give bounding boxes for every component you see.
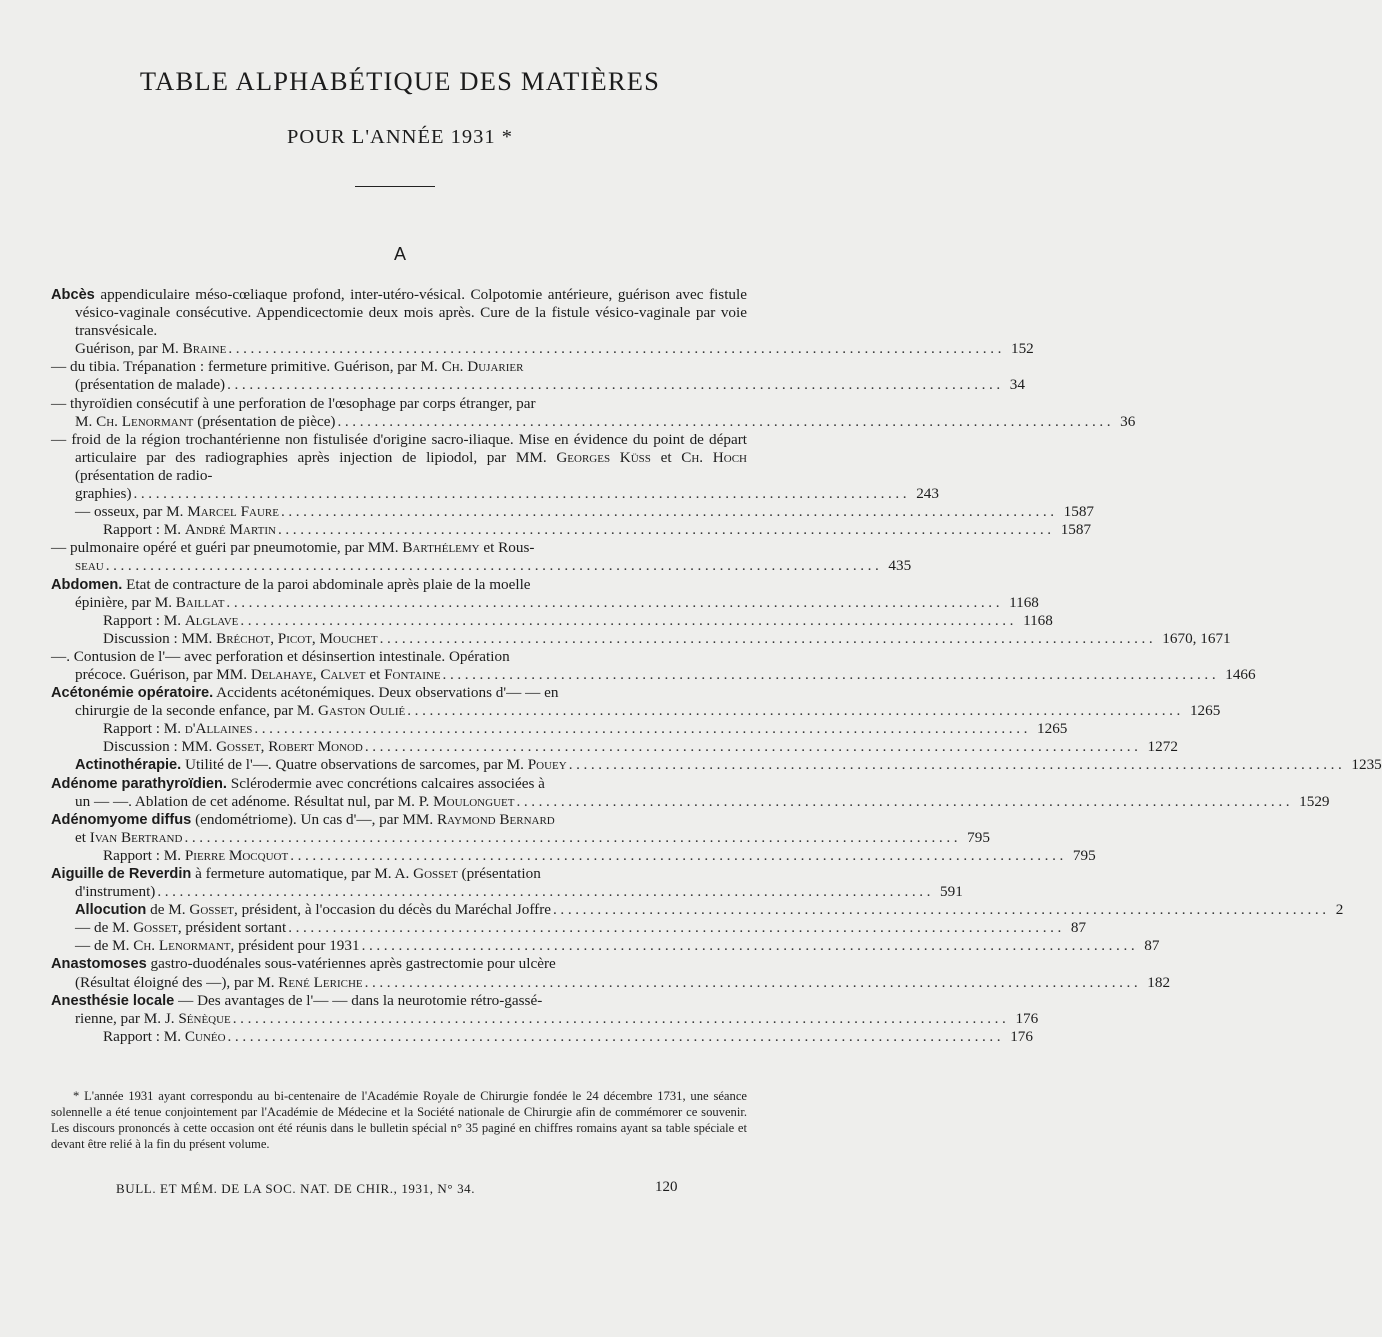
dot-leader: ......................................................................................................... (227, 376, 1004, 394)
dot-leader: ......................................................................................................... (364, 973, 1142, 991)
entry-headword: Abcès (51, 287, 95, 303)
page-reference: 795 (1072, 846, 1096, 864)
entry-last-line (75, 376, 1025, 394)
page-reference: 1587 (1060, 521, 1092, 539)
page-subtitle: POUR L'ANNÉE 1931 * (287, 126, 513, 148)
entry-headword: Adénomyome diffus (51, 811, 192, 828)
entry-author: Delahaye, Calvet (250, 665, 366, 683)
section-letter: A (393, 244, 406, 264)
page-reference: 795 (967, 828, 990, 846)
entry-last-line (75, 937, 1160, 955)
entry-last-line (75, 792, 1330, 811)
entry-text: épinière, par M. (75, 593, 176, 611)
page-reference: 1466 (1225, 665, 1256, 683)
dot-leader: ......................................................................................................... (568, 756, 1346, 774)
title-divider (355, 186, 435, 187)
entry-text: M. (75, 412, 97, 430)
entry-text: rienne, par M. J. (75, 1009, 179, 1027)
entry-text: — du tibia. Trépanation : fermeture primitive. Guérison, par M. (51, 358, 442, 376)
index-entry (51, 286, 1034, 358)
entry-text: (Résultat éloigné des —), par M. (75, 973, 279, 991)
entry-text: Rapport : M. (103, 720, 185, 738)
index-entry (51, 503, 1095, 521)
entry-author: Georges Küss (556, 448, 651, 466)
entry-last-line (75, 340, 1034, 358)
running-footer: BULL. ET MÉM. DE LA SOC. NAT. DE CHIR., 1931, N° 34. (116, 1181, 476, 1196)
page-number: 120 (655, 1179, 678, 1195)
page-reference: 1265 (1189, 702, 1221, 720)
index-entry (51, 430, 939, 503)
index-entry (51, 901, 1344, 919)
page-reference: 182 (1147, 973, 1171, 991)
entry-author: Gosset, Robert Monod (216, 738, 363, 756)
index-entry (51, 991, 1039, 1028)
entry-headword: Abdomen. (51, 576, 123, 593)
dot-leader: ......................................................................................................... (232, 1009, 1010, 1027)
entry-text: — thyroïdien consécutif à une perforation de l'œsophage par corps étranger, par (51, 394, 536, 412)
index-entry (51, 937, 1160, 955)
entry-headword: Anesthésie locale (51, 992, 175, 1009)
entry-last-line (75, 665, 1256, 684)
index-entries (51, 286, 1382, 1046)
entry-last-line (103, 521, 1092, 539)
entry-text: Guérison, par M. (75, 340, 183, 358)
index-entry (51, 521, 1092, 539)
entry-author: seau (75, 557, 104, 575)
entry-last-line (103, 611, 1053, 630)
entry-last-line (75, 593, 1039, 612)
entry-text: et (75, 828, 90, 846)
entry-author: Marcel Faure (187, 503, 279, 521)
entry-last-line (103, 1027, 1033, 1046)
entry-last-line (75, 412, 1136, 431)
entry-author: Pierre Mocquot (184, 846, 289, 864)
entry-last-line (75, 901, 1344, 919)
entry-last-line (75, 557, 912, 575)
entry-last-line (75, 883, 963, 901)
page-reference: 87 (1070, 919, 1087, 937)
page-reference: 34 (1009, 376, 1025, 394)
entry-text: — osseux, par M. (75, 503, 188, 521)
page-reference: 1529 (1299, 792, 1330, 810)
index-entry (51, 810, 990, 847)
index-entry (51, 846, 1096, 865)
entry-last-line (75, 702, 1221, 720)
dot-leader: ......................................................................................................... (226, 593, 1004, 611)
index-entry (51, 539, 912, 575)
page-reference: 1168 (1009, 593, 1039, 611)
entry-author: Gosset (133, 919, 178, 937)
entry-text: Rapport : M. (103, 521, 185, 539)
index-entry (51, 647, 1256, 684)
entry-author: d'Allaines (184, 720, 253, 738)
dot-leader: ......................................................................................................... (227, 1027, 1005, 1045)
page-reference: 435 (888, 557, 912, 575)
entry-author: Ch. Lenormant (96, 412, 194, 430)
entry-author: Cunéo (184, 1027, 226, 1045)
entry-author: Ivan Bertrand (89, 828, 183, 846)
entry-text: chirurgie de la seconde enfance, par M. (75, 702, 319, 720)
dot-leader: ......................................................................................................... (407, 702, 1184, 720)
dot-leader: ......................................................................................................... (184, 828, 962, 846)
entry-author: Ch. Dujarier (441, 358, 524, 376)
entry-text: gastro-duodénales sous-vatériennes après gastrectomie pour ulcère (146, 955, 556, 973)
index-entry (51, 919, 1087, 937)
dot-leader: ......................................................................................................... (364, 738, 1142, 756)
page-reference: 1235 (1351, 756, 1382, 774)
entry-last-line (75, 919, 1087, 937)
entry-author: René Leriche (278, 973, 363, 991)
page-reference: 1265 (1037, 720, 1068, 738)
index-entry (51, 629, 1231, 648)
entry-author: Ch. Hoch (681, 448, 747, 466)
entry-text: Discussion : MM. (103, 738, 217, 756)
entry-text: — pulmonaire opéré et guéri par pneumotomie, par MM. (51, 539, 403, 557)
entry-author: André Martin (184, 521, 277, 539)
entry-text: et (365, 665, 385, 683)
entry-author: Ch. Lenormant (133, 937, 231, 955)
page-title: TABLE ALPHABÉTIQUE DES MATIÈRES (139, 66, 661, 96)
entry-author: Barthélemy (402, 539, 480, 557)
entry-author: Raymond Bernard (436, 810, 555, 828)
entry-text: — froid de la région trochantérienne non fistulisée d'origine sacro-iliaque. Mise en évidence du point de départ articulaire par des radiographies après injection de lipiodol, par MM. (51, 430, 747, 466)
entry-author: Gosset (189, 901, 234, 919)
dot-leader: ......................................................................................................... (105, 557, 883, 575)
entry-text: , président, à l'occasion du décès du Maréchal Joffre (233, 901, 552, 919)
entry-text: —. Contusion de l'— avec perforation et désinsertion intestinale. Opération (51, 647, 510, 665)
entry-text: d'instrument) (75, 883, 156, 901)
dot-leader: ......................................................................................................... (240, 611, 1018, 629)
entry-last-line (103, 846, 1096, 865)
page-reference: 1272 (1147, 738, 1178, 756)
page-reference: 1168 (1023, 611, 1053, 629)
entry-author: Braine (182, 340, 227, 358)
entry-text: appendiculaire méso-cœliaque profond, inter-utéro-vésical. Colpotomie antérieure, guérison avec fistule vésico-vaginale consécutive. Appendicectomie deux mois après. Cure de la fistule vésico-vaginale par voie transvésicale. (75, 286, 747, 340)
dot-leader: ......................................................................................................... (442, 665, 1220, 683)
entry-author: Sénèque (178, 1009, 231, 1027)
index-entry (51, 358, 1025, 394)
entry-author: Bréchot, Picot, Mouchet (216, 629, 378, 647)
entry-text: et Rous- (479, 539, 535, 557)
index-entry (51, 611, 1053, 630)
page-reference: 1670, 1671 (1162, 629, 1231, 647)
page-reference: 176 (1015, 1009, 1039, 1027)
entry-last-line (75, 485, 939, 503)
dot-leader: ......................................................................................................... (254, 720, 1031, 738)
dot-leader: ......................................................................................................... (361, 937, 1139, 955)
entry-headword: Aiguille de Reverdin (51, 866, 192, 882)
entry-last-line (75, 828, 990, 847)
entry-text: de M. (146, 901, 190, 919)
entry-last-line (75, 1009, 1039, 1028)
entry-text: Discussion : MM. (103, 629, 217, 647)
page-reference: 36 (1120, 412, 1136, 430)
entry-headword: Anastomoses (51, 956, 147, 973)
page-reference: 152 (1010, 340, 1034, 358)
entry-text: précoce. Guérison, par MM. (75, 665, 251, 683)
entry-last-line (75, 503, 1095, 521)
entry-author: Fontaine (384, 665, 441, 683)
entry-text: — de M. (75, 919, 134, 937)
entry-text: un — —. Ablation de cet adénome. Résultat nul, par M. P. (75, 792, 434, 810)
entry-headword: Actinothérapie. (75, 757, 182, 774)
index-entry (51, 575, 1039, 612)
entry-text: — Des avantages de l'— — dans la neurotomie rétro-gassé- (174, 991, 543, 1009)
entry-headword: Allocution (75, 902, 147, 919)
index-entry (51, 394, 1136, 431)
entry-text: (présentation (457, 865, 541, 882)
index-entry (51, 774, 1330, 811)
entry-text: Rapport : M. (103, 1027, 185, 1045)
entry-last-line (75, 973, 1171, 992)
index-entry (51, 720, 1068, 738)
entry-author: Alglave (184, 611, 239, 629)
index-entry (51, 1027, 1033, 1046)
entry-text: graphies) (75, 485, 132, 503)
dot-leader: ......................................................................................................... (278, 521, 1055, 539)
entry-last-line (75, 756, 1382, 774)
entry-text: (présentation de pièce) (193, 412, 336, 430)
page-reference: 87 (1144, 937, 1160, 955)
page-reference: 243 (916, 485, 939, 503)
dot-leader: ......................................................................................................... (288, 919, 1065, 937)
page-reference: 2 (1335, 901, 1344, 919)
dot-leader: ......................................................................................................... (133, 485, 911, 503)
entry-text: Etat de contracture de la paroi abdominale après plaie de la moelle (122, 575, 531, 593)
entry-author: Gosset (413, 865, 458, 882)
dot-leader: ......................................................................................................... (379, 629, 1157, 647)
entry-author: Moulonguet (433, 792, 515, 810)
entry-text: (présentation de malade) (75, 376, 226, 394)
entry-text: (présentation de radio- (75, 466, 213, 484)
entry-last-line (103, 738, 1178, 756)
entry-text: (endométriome). Un cas d'—, par MM. (191, 810, 437, 828)
entry-text: à fermeture automatique, par M. A. (191, 865, 414, 882)
index-entry (51, 955, 1171, 991)
entry-author: Baillat (175, 593, 225, 611)
index-entry (51, 684, 1221, 720)
index-entry (51, 865, 963, 901)
entry-text: — de M. (75, 937, 134, 955)
entry-text: Sclérodermie avec concrétions calcaires associées à (226, 774, 545, 792)
footnote: * L'année 1931 ayant correspondu au bi-centenaire de l'Académie Royale de Chirurgie fondée le 24 décembre 1731, une séance solennelle a été tenue conjointement par l'Académie de Médecine et la Société nationale de Chirurgie afin de commémorer ce souvenir. Les discours prononcés à cette occasion ont été réunis dans le bulletin spécial n° 35 paginé en chiffres romains ayant sa table spéciale et devant être relié à la fin du présent volume. (51, 1089, 747, 1151)
entry-text: , président pour 1931 (230, 937, 360, 955)
entry-text: Rapport : M. (103, 846, 185, 864)
page-reference: 591 (940, 883, 963, 901)
entry-text: et (650, 448, 682, 466)
dot-leader: ......................................................................................................... (553, 901, 1330, 919)
dot-leader: ......................................................................................................... (157, 883, 935, 901)
dot-leader: ......................................................................................................... (337, 412, 1115, 430)
entry-author: Pouey (527, 756, 567, 774)
entry-author: Gaston Oulié (318, 702, 406, 720)
page-reference: 176 (1010, 1027, 1033, 1045)
dot-leader: ......................................................................................................... (228, 340, 1005, 358)
entry-last-line (103, 720, 1068, 738)
dot-leader: ......................................................................................................... (516, 792, 1294, 810)
index-entry (51, 756, 1382, 774)
dot-leader: ......................................................................................................... (290, 846, 1067, 864)
entry-text: Rapport : M. (103, 611, 185, 629)
page-reference: 1587 (1063, 503, 1095, 521)
entry-headword: Acétonémie opératoire. (51, 685, 214, 702)
entry-text: Utilité de l'—. Quatre observations de sarcomes, par M. (181, 756, 528, 774)
entry-text: Accidents acétonémiques. Deux observations d'— — en (213, 684, 559, 702)
entry-headword: Adénome parathyroïdien. (51, 775, 227, 792)
entry-text: , président sortant (177, 919, 287, 937)
entry-last-line (103, 629, 1231, 648)
dot-leader: ......................................................................................................... (280, 503, 1058, 521)
index-entry (51, 738, 1178, 756)
